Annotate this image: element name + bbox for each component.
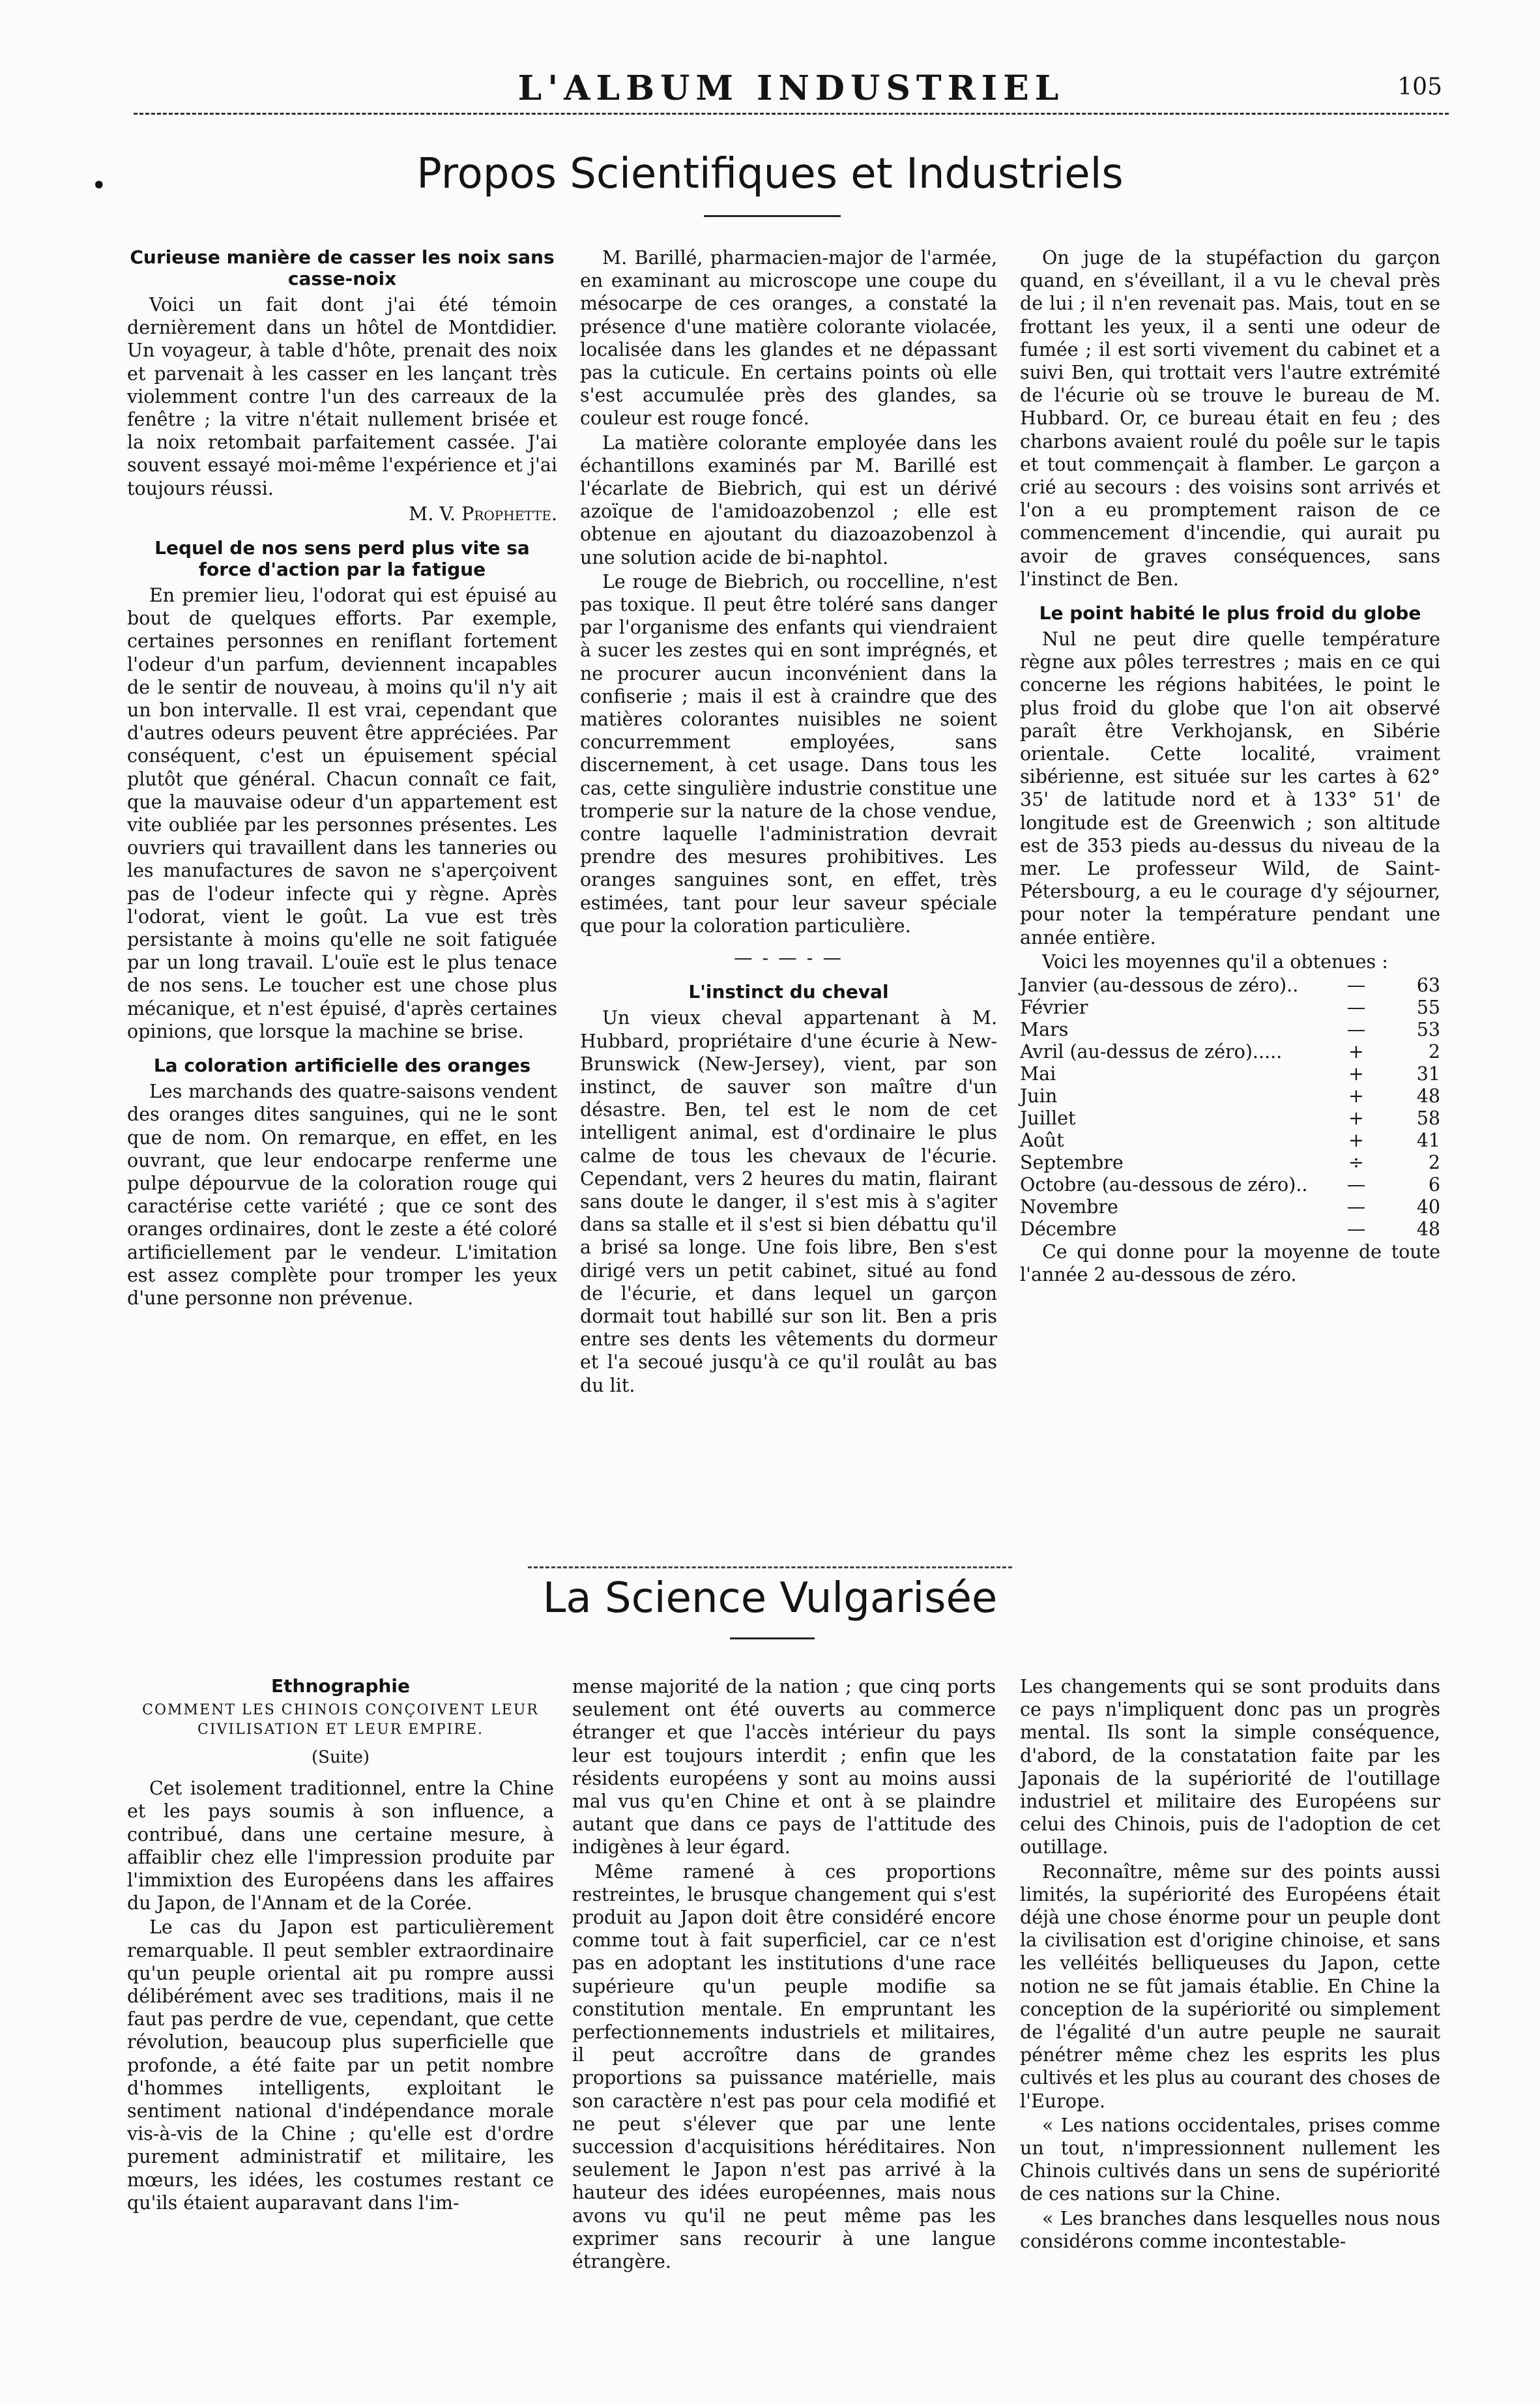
section-title-propos: Propos Scientifiques et Industriels (416, 150, 1124, 198)
article-paragraph: On juge de la stupéfaction du garçon quand, en s'éveillant, il a vu le cheval près de lui ; il n'en revenait pas. Mais, tout en se frottant les yeux, il a senti une odeur de fumée ; il est sorti vivement du cabinet et a suivi Ben, qui trottait vers l'autre extrémité de l'écurie où se trouve le bureau de M. Hubbard. Or, ce bureau était en feu ; des charbons avaient roulé du poêle sur le tapis et tout commençait à flamber. Le garçon a crié au secours : des voisins sont arrivés et l'on a eu promptement raison de ce commencement d'incendie, qui aurait pu avoir de graves conséquences, sans l'instinct de Ben. (1020, 247, 1440, 590)
article-heading: Ethnographie (271, 1675, 410, 1697)
section-divider (528, 1566, 1012, 1568)
article-paragraph: mense majorité de la nation ; que cinq ports seulement ont été ouverts au commerce étranger et que l'accès intérieur du pays leur est toujours interdit ; enfin que les résidents européens y sont au moins aussi mal vus qu'en Chine et ont à se plaindre autant que dans ce pays de l'attitude des indigènes à leur égard. (572, 1676, 996, 1858)
column-2 (572, 1675, 996, 2274)
section-title-science: La Science Vulgarisée (542, 1574, 998, 1622)
temperature-sign: ÷ (1348, 1152, 1364, 1174)
temperature-sign: — (1346, 1174, 1366, 1196)
temperature-value: 55 (1416, 997, 1440, 1019)
temperature-row (1020, 1085, 1440, 1107)
temperature-value: 58 (1416, 1107, 1440, 1130)
column-3 (1020, 246, 1440, 1288)
article-paragraph: Les marchands des quatre-saisons vendent des oranges dites sanguines, qui ne le sont que de nom. On remarque, en effet, en les ouvrant, que leur endocarpe renferme une pulpe dépourvue de la coloration rouge qui caractérise cette variété ; que ce sont des oranges ordinaires, dont le zeste a été coloré artificiellement par le vendeur. L'imitation est assez complète pour tromper les yeux d'une personne non prévenue. (127, 1081, 557, 1309)
temperature-month: Juin (1020, 1085, 1058, 1107)
article-paragraph: Cet isolement traditionnel, entre la Chine et les pays soumis à son influence, a contribué, dans une certaine mesure, à affaiblir chez elle l'impression produite par l'immixtion des Européens dans les affaires du Japon, de l'Annam et de la Corée. (127, 1778, 554, 1914)
article-separator: — - — - — (734, 947, 843, 969)
temperature-row (1020, 1196, 1440, 1218)
temperature-row (1020, 1019, 1440, 1041)
temperature-value: 2 (1428, 1041, 1440, 1063)
article-paragraph: Voici un fait dont j'ai été témoin dernièrement dans un hôtel de Montdidier. Un voyageur, à table d'hôte, prenait des noix et parvenait à les casser en les lançant très violemment contre l'un des carreaux de la fenêtre ; la vitre n'était nullement brisée et la noix retombait parfaitement cassée. J'ai souvent essayé moi-même l'expérience et j'ai toujours réussi. (127, 294, 557, 499)
temperature-value: 6 (1428, 1174, 1440, 1196)
temperature-row (1020, 1063, 1440, 1085)
temperature-value: 40 (1416, 1196, 1440, 1218)
temperature-sign: + (1348, 1041, 1364, 1063)
article-paragraph: « Les branches dans lesquelles nous nous considérons comme incontestable- (1020, 2207, 1440, 2252)
article-heading: L'instinct du cheval (688, 981, 889, 1003)
temperature-row (1020, 1218, 1440, 1240)
temperature-row (1020, 975, 1440, 997)
temperature-value: 2 (1428, 1152, 1440, 1174)
article-paragraph: Le rouge de Biebrich, ou roccelline, n'est pas toxique. Il peut être toléré sans danger par l'organisme des enfants qui viendraient à sucer les zestes qui en sont imprégnés, et ne procurer aucun inconvénient dans la confiserie ; mais il est à craindre que des matières colorantes nuisibles ne soient concurremment employées, sans discernement, à cet usage. Dans tous les cas, cette singulière industrie constitue une tromperie sur la nature de la chose vendue, contre laquelle l'administration devrait prendre des mesures prohibitives. Les oranges sanguines sont, en effet, très estimées, tant pour leur saveur spéciale que pour la coloration particulière. (580, 570, 997, 937)
article-heading: Curieuse manière de casser les noix sans casse-noix (130, 246, 555, 289)
article-paragraph: « Les nations occidentales, prises comme un tout, n'impressionnent nullement les Chinois cultivés dans un sens de supériorité de ces nations sur la Chine. (1020, 2114, 1440, 2205)
temperature-month: Juillet (1020, 1107, 1076, 1130)
column-3 (1020, 1675, 1440, 2254)
article-heading: Lequel de nos sens perd plus vite sa force d'action par la fatigue (154, 537, 530, 581)
temperature-sign: — (1346, 975, 1366, 997)
temperature-value: 48 (1416, 1085, 1440, 1107)
article-paragraph: Un vieux cheval appartenant à M. Hubbard, propriétaire d'une écurie à New-Brunswick (New-Jersey), vient, par son instinct, de sauver son maître d'un désastre. Ben, tel est le nom de cet intelligent animal, est d'ordinaire le plus calme de tous les chevaux de l'écurie. Cependant, vers 2 heures du matin, flairant sans doute le danger, il s'est mis à s'agiter dans sa stalle et il s'est si bien débattu qu'il a brisé sa longe. Une fois libre, Ben s'est dirigé vers un petit cabinet, situé au fond de l'écurie, et dans lequel un garçon dormait tout habillé sur son lit. Ben a pris entre ses dents les vêtements du dormeur et l'a secoué jusqu'à ce qu'il roulât au bas du lit. (580, 1007, 997, 1396)
article-paragraph: Le cas du Japon est particulièrement remarquable. Il peut sembler extraordinaire qu'un peuple oriental ait pu rompre aussi délibérément avec ses traditions, mais il ne faut pas perdre de vue, cependant, que cette révolution, beaucoup plus superficielle que profonde, a été faite par un petit nombre d'hommes intelligents, exploitant le sentiment national d'indépendance morale vis-à-vis de la Chine ; qu'elle est d'ordre purement administratif et militaire, les mœurs, les idées, les costumes restant ce qu'ils étaient auparavant dans l'im- (127, 1916, 554, 2214)
temperature-value: 31 (1416, 1063, 1440, 1085)
temperature-sign: — (1346, 1196, 1366, 1218)
temperature-row (1020, 997, 1440, 1019)
column-2 (580, 246, 997, 1398)
article-paragraph: Reconnaître, même sur des points aussi limités, la supériorité des Européens était déjà une chose énorme pour un peuple dont la civilisation est d'origine chinoise, et sans les velléités belliqueuses du Japon, cette notion ne se fût jamais établie. En Chine la conception de la supériorité ou simplement de l'égalité d'un autre peuple ne saurait pénétrer même chez les esprits les plus cultivés et les plus au courant des choses de l'Europe. (1020, 1860, 1440, 2112)
temperature-row (1020, 1041, 1440, 1063)
article-paragraph: Les changements qui se sont produits dans ce pays n'impliquent donc pas un progrès mental. Ils sont la simple conséquence, d'abord, de la constatation faite par les Japonais de la supériorité de l'outillage industriel et militaire des Européens sur celui des Chinois, puis de l'adoption de cet outillage. (1020, 1676, 1440, 1858)
article-paragraph: En premier lieu, l'odorat qui est épuisé au bout de quelques efforts. Par exemple, certaines personnes en reniflant fortement l'odeur d'un parfum, deviennent incapables de le sentir de nouveau, à moins qu'il n'y ait un bon intervalle. Il est vrai, cependant que d'autres odeurs peuvent être appréciées. Par conséquent, c'est un épuisement spécial plutôt que général. Chacun connaît ce fait, que la mauvaise odeur d'un appartement est vite oubliée par les personnes présentes. Les ouvriers qui travaillent dans les tanneries ou les manufactures de savon ne s'aperçoivent pas de l'odeur infecte qui y règne. Après l'odorat, vient le goût. La vue est très persistante à moins qu'elle ne soit fatiguée par un long travail. L'ouïe est le plus tenace de nos sens. Le toucher est une chose plus mécanique, et n'est épuisé, d'après certaines opinions, que lorsque la machine se brise. (127, 585, 557, 1042)
temperature-sign: + (1348, 1085, 1364, 1107)
temperature-month: Mai (1020, 1063, 1056, 1085)
temperature-month: Janvier (au-dessous de zéro).. (1020, 975, 1299, 997)
temperature-value: 63 (1416, 975, 1440, 997)
temperature-month: Décembre (1020, 1218, 1117, 1240)
temperature-row (1020, 1107, 1440, 1130)
article-signature: M. V. Prophette. (409, 503, 557, 525)
title-underline (704, 215, 841, 217)
temperature-sign: — (1346, 1218, 1366, 1240)
temperature-row (1020, 1130, 1440, 1152)
column-1 (127, 1675, 554, 2216)
temperature-month: Septembre (1020, 1152, 1124, 1174)
temperature-month: Mars (1020, 1019, 1069, 1041)
temperature-value: 48 (1416, 1218, 1440, 1240)
temperature-value: 41 (1416, 1130, 1440, 1152)
article-paragraph: La matière colorante employée dans les échantillons examinés par M. Barillé est l'écarlate de Biebrich, qui est un dérivé azoïque de l'amidoazobenzol ; elle est obtenue en ajoutant du diazoazobenzol à une solution acide de bi-naphtol. (580, 432, 997, 568)
temperature-month: Février (1020, 997, 1088, 1019)
temperature-sign: — (1346, 997, 1366, 1019)
article-heading: Le point habité le plus froid du globe (1039, 602, 1421, 624)
temperature-month: Août (1020, 1130, 1064, 1152)
article-heading: La coloration artificielle des oranges (153, 1055, 531, 1077)
article-paragraph: Nul ne peut dire quelle température règne aux pôles terrestres ; mais en ce qui concerne les régions habitées, le point le plus froid du globe que l'on ait observé paraît être Verkhojansk, en Sibérie orientale. Cette localité, vraiment sibérienne, est située sur les cartes à 62° 35' de latitude nord et à 133° 51' de longitude est de Greenwich ; son altitude est de 353 pieds au-dessus du niveau de la mer. Le professeur Wild, de Saint-Pétersbourg, a eu le courage d'y séjourner, pour noter la température pendant une année entière. (1020, 628, 1440, 948)
temperature-month: Avril (au-dessus de zéro)..... (1020, 1041, 1283, 1063)
temperature-row (1020, 1152, 1440, 1174)
title-underline (730, 1637, 815, 1639)
article-suite: (Suite) (312, 1748, 370, 1767)
temperature-sign: — (1346, 1019, 1366, 1041)
article-paragraph: M. Barillé, pharmacien-major de l'armée, en examinant au microscope une coupe du mésocarpe de ces oranges, a constaté la présence d'une matière colorante violacée, localisée dans les glandes et ne dépassant pas la cuticule. En certains points où elle s'est accumulée près des glandes, sa couleur est rouge foncé. (580, 247, 997, 430)
column-1 (127, 246, 557, 1311)
journal-title: L'ALBUM INDUSTRIEL (517, 68, 1065, 108)
header-rule (134, 113, 1449, 115)
temperature-value: 53 (1416, 1019, 1440, 1041)
article-subheading: COMMENT LES CHINOIS CONÇOIVENT LEUR CIVILISATION ET LEUR EMPIRE. (142, 1702, 539, 1738)
margin-dot: • (91, 171, 107, 201)
page-number: 105 (1397, 74, 1442, 100)
temperature-sign: + (1348, 1063, 1364, 1085)
article-paragraph: Voici les moyennes qu'il a obtenues : (1042, 950, 1388, 973)
temperature-month: Novembre (1020, 1196, 1118, 1218)
article-conclusion: Ce qui donne pour la moyenne de toute l'année 2 au-dessous de zéro. (1020, 1241, 1440, 1286)
temperature-row (1020, 1174, 1440, 1196)
article-paragraph: Même ramené à ces proportions restreintes, le brusque changement qui s'est produit au Japon doit être considéré encore comme tout à fait superficiel, car ce n'est pas en adoptant les institutions d'une race supérieure qu'un peuple modifie sa constitution mentale. En empruntant les perfectionnements industriels et militaires, il peut accroître dans de grandes proportions sa puissance matérielle, mais son caractère n'est pas pour cela modifié et ne peut s'élever que par une lente succession d'acquisitions héréditaires. Non seulement le Japon n'est pas arrivé à la hauteur des idées européennes, mais nous avons vu qu'il ne peut même pas les exprimer sans recourir à une langue étrangère. (572, 1860, 996, 2273)
temperature-table (1020, 975, 1440, 1240)
temperature-sign: + (1348, 1107, 1364, 1130)
temperature-month: Octobre (au-dessous de zéro).. (1020, 1174, 1308, 1196)
running-header (134, 62, 1449, 114)
temperature-sign: + (1348, 1130, 1364, 1152)
